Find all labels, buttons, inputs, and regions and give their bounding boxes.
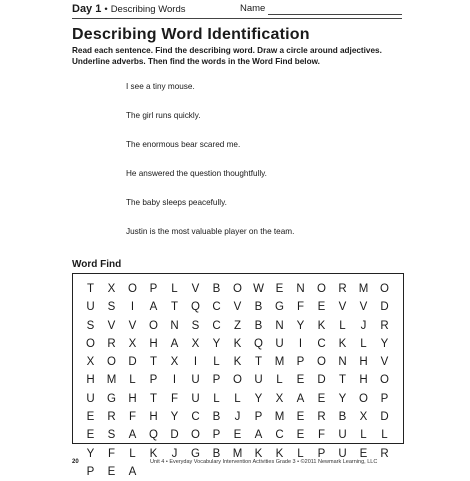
word-find-letter[interactable]: Q bbox=[149, 429, 158, 442]
word-find-letter[interactable]: R bbox=[380, 319, 389, 332]
word-find-letter[interactable]: H bbox=[359, 374, 368, 387]
word-find-letter[interactable]: P bbox=[149, 374, 158, 387]
word-find-letter[interactable]: B bbox=[212, 283, 221, 295]
word-find-letter[interactable]: O bbox=[86, 337, 95, 350]
word-find-letter[interactable]: J bbox=[171, 447, 178, 460]
word-find-letter[interactable]: K bbox=[338, 337, 347, 350]
word-find-letter[interactable]: L bbox=[339, 319, 346, 332]
word-find-letter[interactable]: P bbox=[212, 374, 221, 387]
word-find-letter[interactable]: C bbox=[212, 301, 221, 314]
word-find-letter[interactable]: V bbox=[359, 301, 368, 314]
word-find-letter[interactable]: B bbox=[254, 319, 263, 332]
word-find-letter[interactable]: P bbox=[212, 429, 221, 442]
name-line bbox=[268, 14, 402, 15]
word-find-letter[interactable]: D bbox=[317, 374, 326, 387]
word-find-letter[interactable]: N bbox=[170, 319, 179, 332]
word-find-letter[interactable]: O bbox=[149, 319, 158, 332]
word-find-letter[interactable]: Y bbox=[296, 319, 305, 332]
word-find-letter[interactable]: E bbox=[317, 301, 326, 314]
word-find-letter[interactable]: D bbox=[170, 429, 179, 442]
word-find-letter[interactable]: T bbox=[338, 374, 347, 387]
sentence-1: I see a tiny mouse. bbox=[126, 82, 195, 91]
word-find-letter[interactable]: G bbox=[275, 301, 284, 314]
word-find-letter[interactable]: V bbox=[233, 301, 242, 314]
word-find-letter[interactable]: A bbox=[254, 429, 263, 442]
word-find-heading: Word Find bbox=[72, 259, 122, 270]
word-find-letter[interactable]: P bbox=[254, 411, 263, 424]
word-find-letter[interactable]: C bbox=[317, 337, 326, 350]
word-find-letter[interactable]: V bbox=[380, 356, 389, 369]
word-find-letter[interactable]: R bbox=[107, 337, 116, 350]
word-find-letter[interactable]: E bbox=[296, 411, 305, 424]
word-find-letter[interactable]: U bbox=[338, 447, 347, 460]
word-find-letter[interactable]: Z bbox=[233, 319, 242, 332]
word-find-letter[interactable]: E bbox=[86, 411, 95, 424]
word-find-letter[interactable]: T bbox=[86, 283, 95, 295]
word-find-letter[interactable]: X bbox=[107, 283, 116, 295]
word-find-letter[interactable]: F bbox=[170, 392, 179, 405]
word-find-letter[interactable]: H bbox=[128, 392, 137, 405]
word-find-letter[interactable]: P bbox=[296, 356, 305, 369]
word-find-letter[interactable]: N bbox=[338, 356, 347, 369]
word-find-letter[interactable]: F bbox=[317, 429, 326, 442]
word-find-letter[interactable]: S bbox=[86, 319, 95, 332]
name-label: Name bbox=[240, 3, 266, 14]
word-find-letter[interactable]: Y bbox=[338, 392, 347, 405]
word-find-letter[interactable]: D bbox=[380, 411, 389, 424]
word-find-letter[interactable]: N bbox=[296, 283, 305, 295]
word-find-letter[interactable]: P bbox=[149, 283, 158, 295]
word-find-letter[interactable]: K bbox=[149, 447, 158, 460]
word-find-letter[interactable]: O bbox=[359, 392, 368, 405]
word-find-letter[interactable]: L bbox=[276, 374, 283, 387]
word-find-letter[interactable]: X bbox=[275, 392, 284, 405]
word-find-letter[interactable]: E bbox=[107, 465, 116, 478]
word-find-letter[interactable]: Q bbox=[254, 337, 263, 350]
topic-label: Describing Words bbox=[110, 4, 186, 15]
word-find-letter[interactable]: G bbox=[191, 447, 200, 460]
word-find-letter[interactable]: Y bbox=[212, 337, 221, 350]
page-number: 20 bbox=[72, 459, 79, 465]
word-find-grid bbox=[80, 280, 395, 481]
word-find-letter[interactable]: X bbox=[191, 337, 200, 350]
word-find-letter[interactable]: G bbox=[107, 392, 116, 405]
word-find-letter[interactable]: S bbox=[191, 319, 200, 332]
word-find-letter[interactable]: T bbox=[254, 356, 263, 369]
word-find-letter[interactable]: B bbox=[212, 411, 221, 424]
word-find-letter[interactable]: B bbox=[338, 411, 347, 424]
word-find-letter[interactable]: R bbox=[380, 447, 389, 460]
word-find-letter[interactable]: M bbox=[274, 356, 285, 369]
word-find-letter[interactable]: R bbox=[107, 411, 116, 424]
word-find-letter[interactable]: L bbox=[234, 392, 241, 405]
word-find-letter[interactable]: O bbox=[191, 429, 200, 442]
word-find-letter[interactable]: M bbox=[232, 447, 243, 460]
word-find-letter[interactable]: M bbox=[358, 283, 369, 295]
word-find-letter[interactable]: L bbox=[360, 429, 367, 442]
word-find-letter[interactable]: L bbox=[213, 356, 220, 369]
word-find-letter[interactable]: J bbox=[360, 319, 367, 332]
word-find-letter[interactable]: Y bbox=[380, 337, 389, 350]
word-find-letter[interactable]: L bbox=[129, 447, 136, 460]
word-find-letter[interactable]: K bbox=[317, 319, 326, 332]
word-find-letter[interactable]: L bbox=[381, 429, 388, 442]
word-find-letter[interactable]: M bbox=[106, 374, 117, 387]
word-find-letter[interactable]: A bbox=[128, 429, 137, 442]
page-header bbox=[72, 2, 402, 19]
word-find-letter[interactable]: I bbox=[298, 337, 303, 350]
word-find-letter[interactable]: H bbox=[359, 356, 368, 369]
word-find-letter[interactable]: X bbox=[170, 356, 179, 369]
sentence-3: The enormous bear scared me. bbox=[126, 140, 241, 149]
word-find-letter[interactable]: B bbox=[212, 447, 221, 460]
word-find-letter[interactable]: H bbox=[149, 411, 158, 424]
word-find-letter[interactable]: W bbox=[253, 283, 264, 295]
word-find-letter[interactable]: C bbox=[191, 411, 200, 424]
word-find-letter[interactable]: C bbox=[275, 429, 284, 442]
word-find-letter[interactable]: U bbox=[254, 374, 263, 387]
word-find-letter[interactable]: D bbox=[380, 301, 389, 314]
word-find-letter[interactable]: I bbox=[172, 374, 177, 387]
word-find-letter[interactable]: A bbox=[296, 392, 305, 405]
word-find-letter[interactable]: O bbox=[380, 283, 389, 295]
word-find-letter[interactable]: L bbox=[213, 392, 220, 405]
word-find-letter[interactable]: U bbox=[275, 337, 284, 350]
word-find-letter[interactable]: O bbox=[128, 283, 137, 295]
word-find-letter[interactable]: K bbox=[233, 337, 242, 350]
word-find-letter[interactable]: L bbox=[297, 447, 304, 460]
word-find-letter[interactable]: Y bbox=[254, 392, 263, 405]
word-find-letter[interactable]: M bbox=[274, 411, 285, 424]
word-find-letter[interactable]: B bbox=[254, 301, 263, 314]
word-find-letter[interactable]: V bbox=[191, 283, 200, 295]
instructions: Read each sentence. Find the describing word. Draw a circle around adjectives. Underline adverbs. Then find the words in the Word Find below. bbox=[72, 46, 382, 66]
word-find-letter[interactable]: P bbox=[380, 392, 389, 405]
word-find-letter[interactable]: E bbox=[233, 429, 242, 442]
word-find-letter[interactable]: O bbox=[317, 356, 326, 369]
word-find-letter[interactable]: E bbox=[86, 429, 95, 442]
word-find-letter[interactable]: E bbox=[275, 283, 284, 295]
word-find-letter[interactable]: O bbox=[233, 374, 242, 387]
day-label: Day 1 bbox=[72, 3, 102, 15]
word-find-letter[interactable]: U bbox=[191, 392, 200, 405]
word-find-letter[interactable]: L bbox=[171, 283, 178, 295]
word-find-letter[interactable]: H bbox=[86, 374, 95, 387]
word-find-letter[interactable]: E bbox=[317, 392, 326, 405]
word-find-letter[interactable]: O bbox=[107, 356, 116, 369]
word-find-letter[interactable]: T bbox=[170, 301, 179, 314]
word-find-letter[interactable]: L bbox=[129, 374, 136, 387]
word-find-letter[interactable]: S bbox=[107, 301, 116, 314]
word-find-letter[interactable]: F bbox=[107, 447, 116, 460]
word-find-letter[interactable]: R bbox=[317, 411, 326, 424]
word-find-letter[interactable]: V bbox=[338, 301, 347, 314]
word-find-letter[interactable]: Y bbox=[86, 447, 95, 460]
word-find-letter[interactable]: H bbox=[149, 337, 158, 350]
word-find-letter[interactable]: E bbox=[359, 447, 368, 460]
word-find-letter[interactable]: Y bbox=[170, 411, 179, 424]
word-find-letter[interactable]: R bbox=[338, 283, 347, 295]
header-bullet: • bbox=[104, 4, 108, 15]
page-title: Describing Word Identification bbox=[72, 26, 310, 43]
word-find-letter[interactable]: V bbox=[128, 319, 137, 332]
word-find-letter[interactable]: L bbox=[360, 337, 367, 350]
sentence-6: Justin is the most valuable player on the team. bbox=[126, 227, 295, 236]
word-find-letter[interactable]: X bbox=[359, 411, 368, 424]
sentence-5: The baby sleeps peacefully. bbox=[126, 198, 227, 207]
word-find-letter[interactable]: I bbox=[130, 301, 135, 314]
word-find-letter[interactable]: A bbox=[170, 337, 179, 350]
word-find-letter[interactable]: A bbox=[128, 465, 137, 478]
word-find-letter[interactable]: K bbox=[254, 447, 263, 460]
sentence-4: He answered the question thoughtfully. bbox=[126, 169, 267, 178]
word-find-letter[interactable]: E bbox=[296, 429, 305, 442]
word-find-letter[interactable]: C bbox=[212, 319, 221, 332]
word-find-letter[interactable]: U bbox=[86, 301, 95, 314]
word-find-letter[interactable]: I bbox=[193, 356, 198, 369]
word-find-letter[interactable]: S bbox=[107, 429, 116, 442]
word-find-letter[interactable]: T bbox=[149, 392, 158, 405]
footer-credit: Unit 4 • Everyday Vocabulary Intervention Activities Grade 3 • ©2011 Newmark Learning, LLC bbox=[150, 459, 378, 465]
word-find-letter[interactable]: T bbox=[149, 356, 158, 369]
sentence-2: The girl runs quickly. bbox=[126, 111, 201, 120]
word-find-letter[interactable]: E bbox=[296, 374, 305, 387]
word-find-letter[interactable]: O bbox=[317, 283, 326, 295]
word-find-letter[interactable]: U bbox=[86, 392, 95, 405]
word-find-letter[interactable]: F bbox=[296, 301, 305, 314]
word-find-letter[interactable]: V bbox=[107, 319, 116, 332]
word-find-letter[interactable]: X bbox=[86, 356, 95, 369]
word-find-letter[interactable]: K bbox=[233, 356, 242, 369]
word-find-letter[interactable]: O bbox=[380, 374, 389, 387]
word-find-letter[interactable]: U bbox=[338, 429, 347, 442]
word-find-letter[interactable]: K bbox=[275, 447, 284, 460]
word-find-letter[interactable]: X bbox=[128, 337, 137, 350]
word-find-letter[interactable]: P bbox=[317, 447, 326, 460]
word-find-letter[interactable]: Q bbox=[191, 301, 200, 314]
word-find-letter[interactable]: O bbox=[233, 283, 242, 295]
word-find-letter[interactable]: F bbox=[128, 411, 137, 424]
word-find-letter[interactable]: J bbox=[234, 411, 241, 424]
word-find-letter[interactable]: U bbox=[191, 374, 200, 387]
word-find-letter[interactable]: A bbox=[149, 301, 158, 314]
word-find-letter[interactable]: D bbox=[128, 356, 137, 369]
word-find-letter[interactable]: P bbox=[86, 465, 95, 478]
word-find-letter[interactable]: N bbox=[275, 319, 284, 332]
